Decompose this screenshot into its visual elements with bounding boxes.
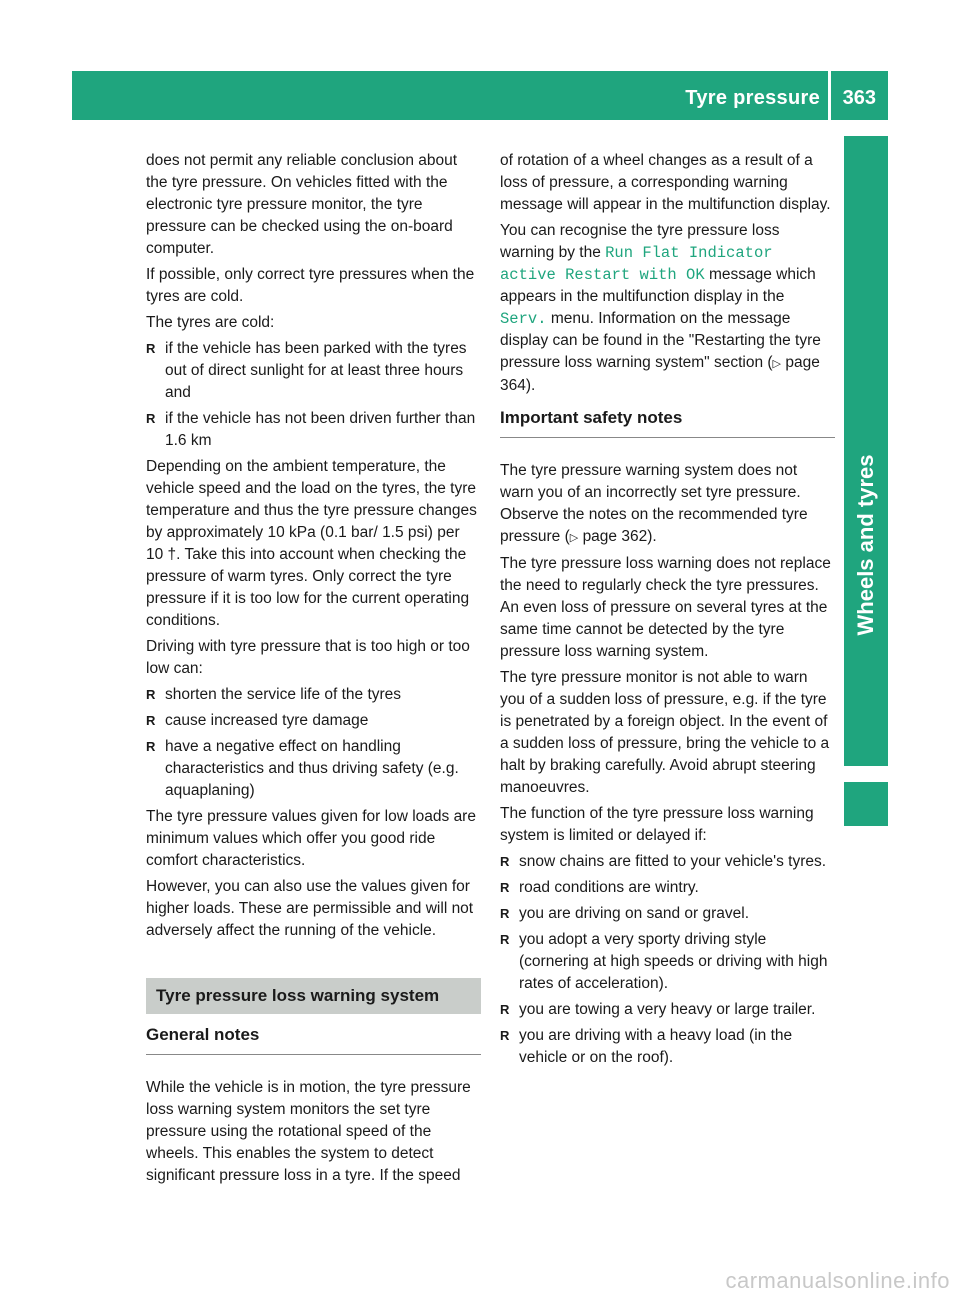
paragraph: While the vehicle is in motion, the tyre pressure loss warning system monitors the set tyre pressure using the rotational speed of the wheels. This enables the system to detect significant pressure loss in a tyre. If the speed [146,1079,471,1184]
menu-name: Serv. [500,310,547,328]
paragraph: The tyre pressure monitor is not able to warn you of a sudden loss of pressure, e.g. if the tyre is penetrated by a foreign object. In the event of a sudden loss of pressure, bring the vehicle to a halt by braking carefully. Avoid abrupt steering manoeuvres. [500,669,830,796]
side-tab-label: Wheels and tyres [853,454,878,636]
paragraph: The tyre pressure loss warning does not replace the need to regularly check the tyre pressures. An even loss of pressure on several tyres at the same time cannot be detected by the tyre pressure loss warning system. [500,555,831,660]
limitations-list [500,851,835,1069]
page-reference-icon: ▷ [569,532,579,544]
paragraph: does not permit any reliable conclusion about the tyre pressure. On vehicles fitted with the electronic tyre pressure monitor, the tyre pressure can be checked using the on-board computer. [146,152,458,257]
paragraph: Driving with tyre pressure that is too high or too low can: [146,638,470,677]
list-item: R you adopt a very sporty driving style (cornering at high speeds or driving with high rates of acceleration). [500,929,835,995]
section-title: Tyre pressure loss warning system [146,978,481,1014]
paragraph: Depending on the ambient temperature, the vehicle speed and the load on the tyres, the tyre temperature and thus the tyre pressure changes by approximately 10 kPa (0.1 bar/ 1.5 psi) per 10 †. Take this into account when checking the pressure of warm tyres. Only correct the tyre pressure if it is too low for the current operating conditions. [146,458,477,629]
subsection-heading: General notes [146,1024,481,1055]
list-item: R you are driving on sand or gravel. [500,903,835,925]
page-number: 363 [842,87,876,109]
list-item: R you are driving with a heavy load (in the vehicle or on the roof). [500,1025,835,1069]
paragraph: However, you can also use the values given for higher loads. These are permissible and will not adversely affect the running of the vehicle. [146,878,474,939]
list-item: R have a negative effect on handling characteristics and thus driving safety (e.g. aquaplaning) [146,736,481,802]
list-item: R shorten the service life of the tyres [146,684,481,706]
page-header [72,71,888,120]
list-item: R snow chains are fitted to your vehicle's tyres. [500,851,835,873]
page-reference-icon: ▷ [772,358,782,370]
paragraph: You can recognise the tyre pressure loss warning by the Run Flat Indicator active Restart with OK message which appears in the multifunction display in the Serv. menu. Information on the message display can be found in the "Restarting the tyre pressure loss warning system" section (▷ page 364). [500,222,821,394]
paragraph: of rotation of a wheel changes as a result of a loss of pressure, a corresponding warning message will appear in the multifunction display. [500,152,831,213]
page-title: Tyre pressure [685,87,820,109]
left-column [146,150,481,1191]
paragraph: The tyre pressure values given for low loads are minimum values which offer you good ride comfort characteristics. [146,808,476,869]
cold-tyres-list [146,338,481,452]
list-item: R if the vehicle has not been driven further than 1.6 km [146,408,481,452]
watermark: carmanualsonline.info [725,1268,950,1293]
list-item: R you are towing a very heavy or large trailer. [500,999,835,1021]
side-tab-marker [844,782,888,826]
display-message: Run Flat Indicator active Restart with OK [500,244,773,284]
paragraph: If possible, only correct tyre pressures when the tyres are cold. [146,266,475,305]
side-tab [844,136,888,766]
list-item: R road conditions are wintry. [500,877,835,899]
right-column [500,150,835,1073]
paragraph: The tyres are cold: [146,314,275,331]
list-item: R if the vehicle has been parked with the tyres out of direct sunlight for at least three hours and [146,338,481,404]
header-divider [828,71,831,120]
pressure-effects-list [146,684,481,802]
paragraph: The function of the tyre pressure loss warning system is limited or delayed if: [500,805,814,844]
subsection-heading: Important safety notes [500,401,835,438]
paragraph: The tyre pressure warning system does not warn you of an incorrectly set tyre pressure. Observe the notes on the recommended tyre pressure (▷ page 362). [500,462,808,545]
list-item: R cause increased tyre damage [146,710,481,732]
